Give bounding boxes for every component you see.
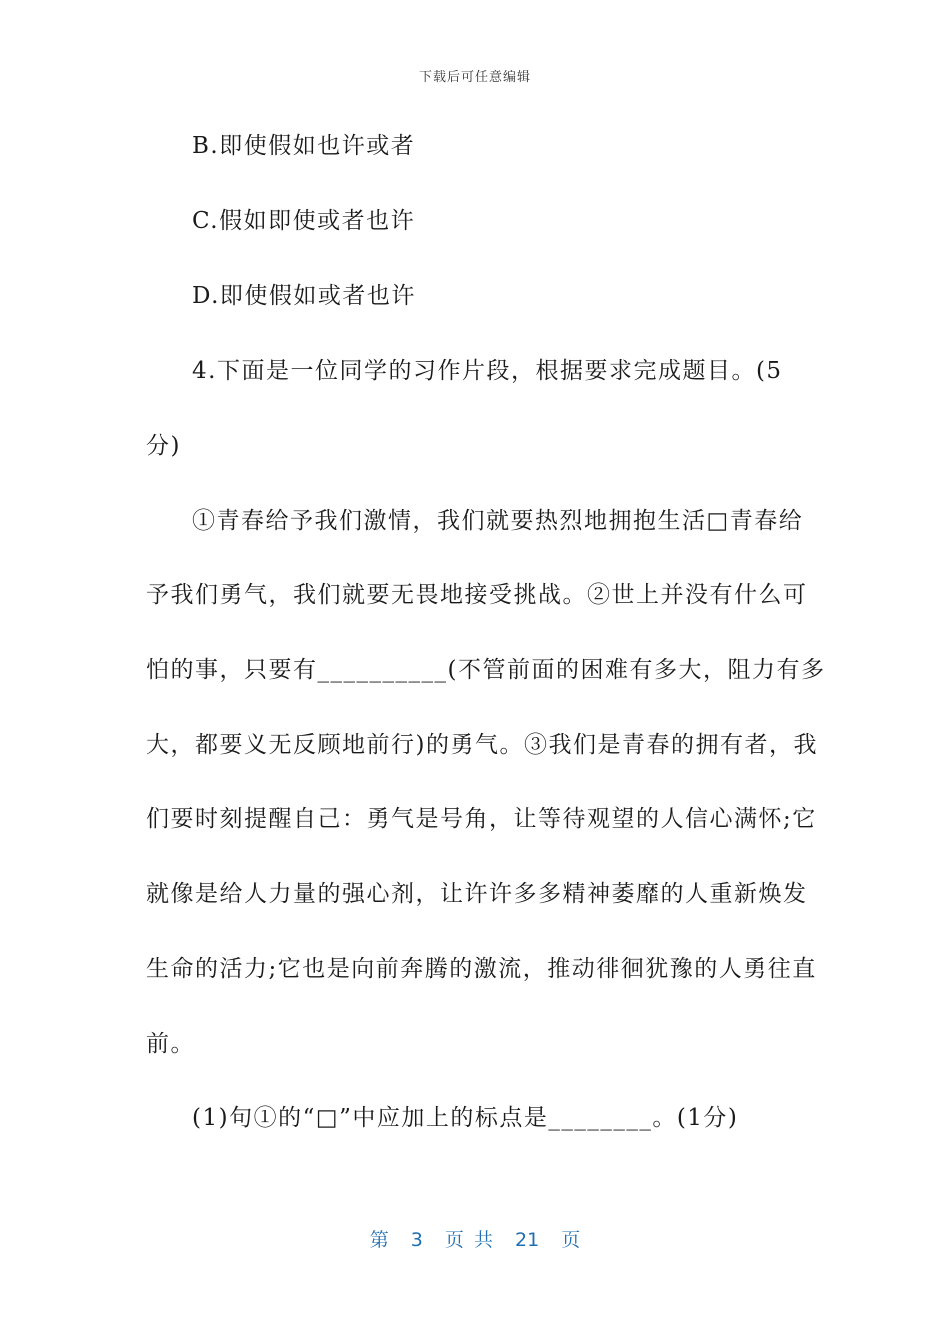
passage-line-8: 前。 [146,1031,195,1057]
header-note: 下载后可任意编辑 [418,70,531,85]
passage-line-2: 予我们勇气，我们就要无畏地接受挑战。②世上并没有什么可 [146,582,808,608]
footer-current-page: 3 [410,1229,423,1251]
passage-line-1: ①青春给予我们激情，我们就要热烈地拥抱生活□青春给 [192,508,804,534]
passage-line-4: 大，都要义无反顾地前行)的勇气。③我们是青春的拥有者，我 [146,732,818,758]
option-d: D.即使假如或者也许 [192,283,416,309]
sub-question-1: (1)句①的“□”中应加上的标点是________。(1分) [192,1105,739,1131]
question-4-line-2: 分) [146,433,181,459]
footer-suffix: 页 [561,1229,581,1251]
question-4-line-1: 4.下面是一位同学的习作片段，根据要求完成题目。(5 [192,358,783,384]
page-footer [0,1225,950,1252]
footer-prefix: 第 [369,1229,389,1251]
option-b: B.即使假如也许或者 [192,133,416,159]
passage-line-5: 们要时刻提醒自己：勇气是号角，让等待观望的人信心满怀;它 [146,806,817,832]
passage-line-7: 生命的活力;它也是向前奔腾的激流，推动徘徊犹豫的人勇往直 [146,956,817,982]
footer-total-pages: 21 [515,1229,540,1251]
option-c: C.假如即使或者也许 [192,208,416,234]
passage-line-6: 就像是给人力量的强心剂，让许许多多精神萎靡的人重新焕发 [146,881,808,907]
footer-mid: 页 共 [444,1229,493,1251]
passage-line-3: 怕的事，只要有__________(不管前面的困难有多大，阻力有多 [146,657,826,683]
